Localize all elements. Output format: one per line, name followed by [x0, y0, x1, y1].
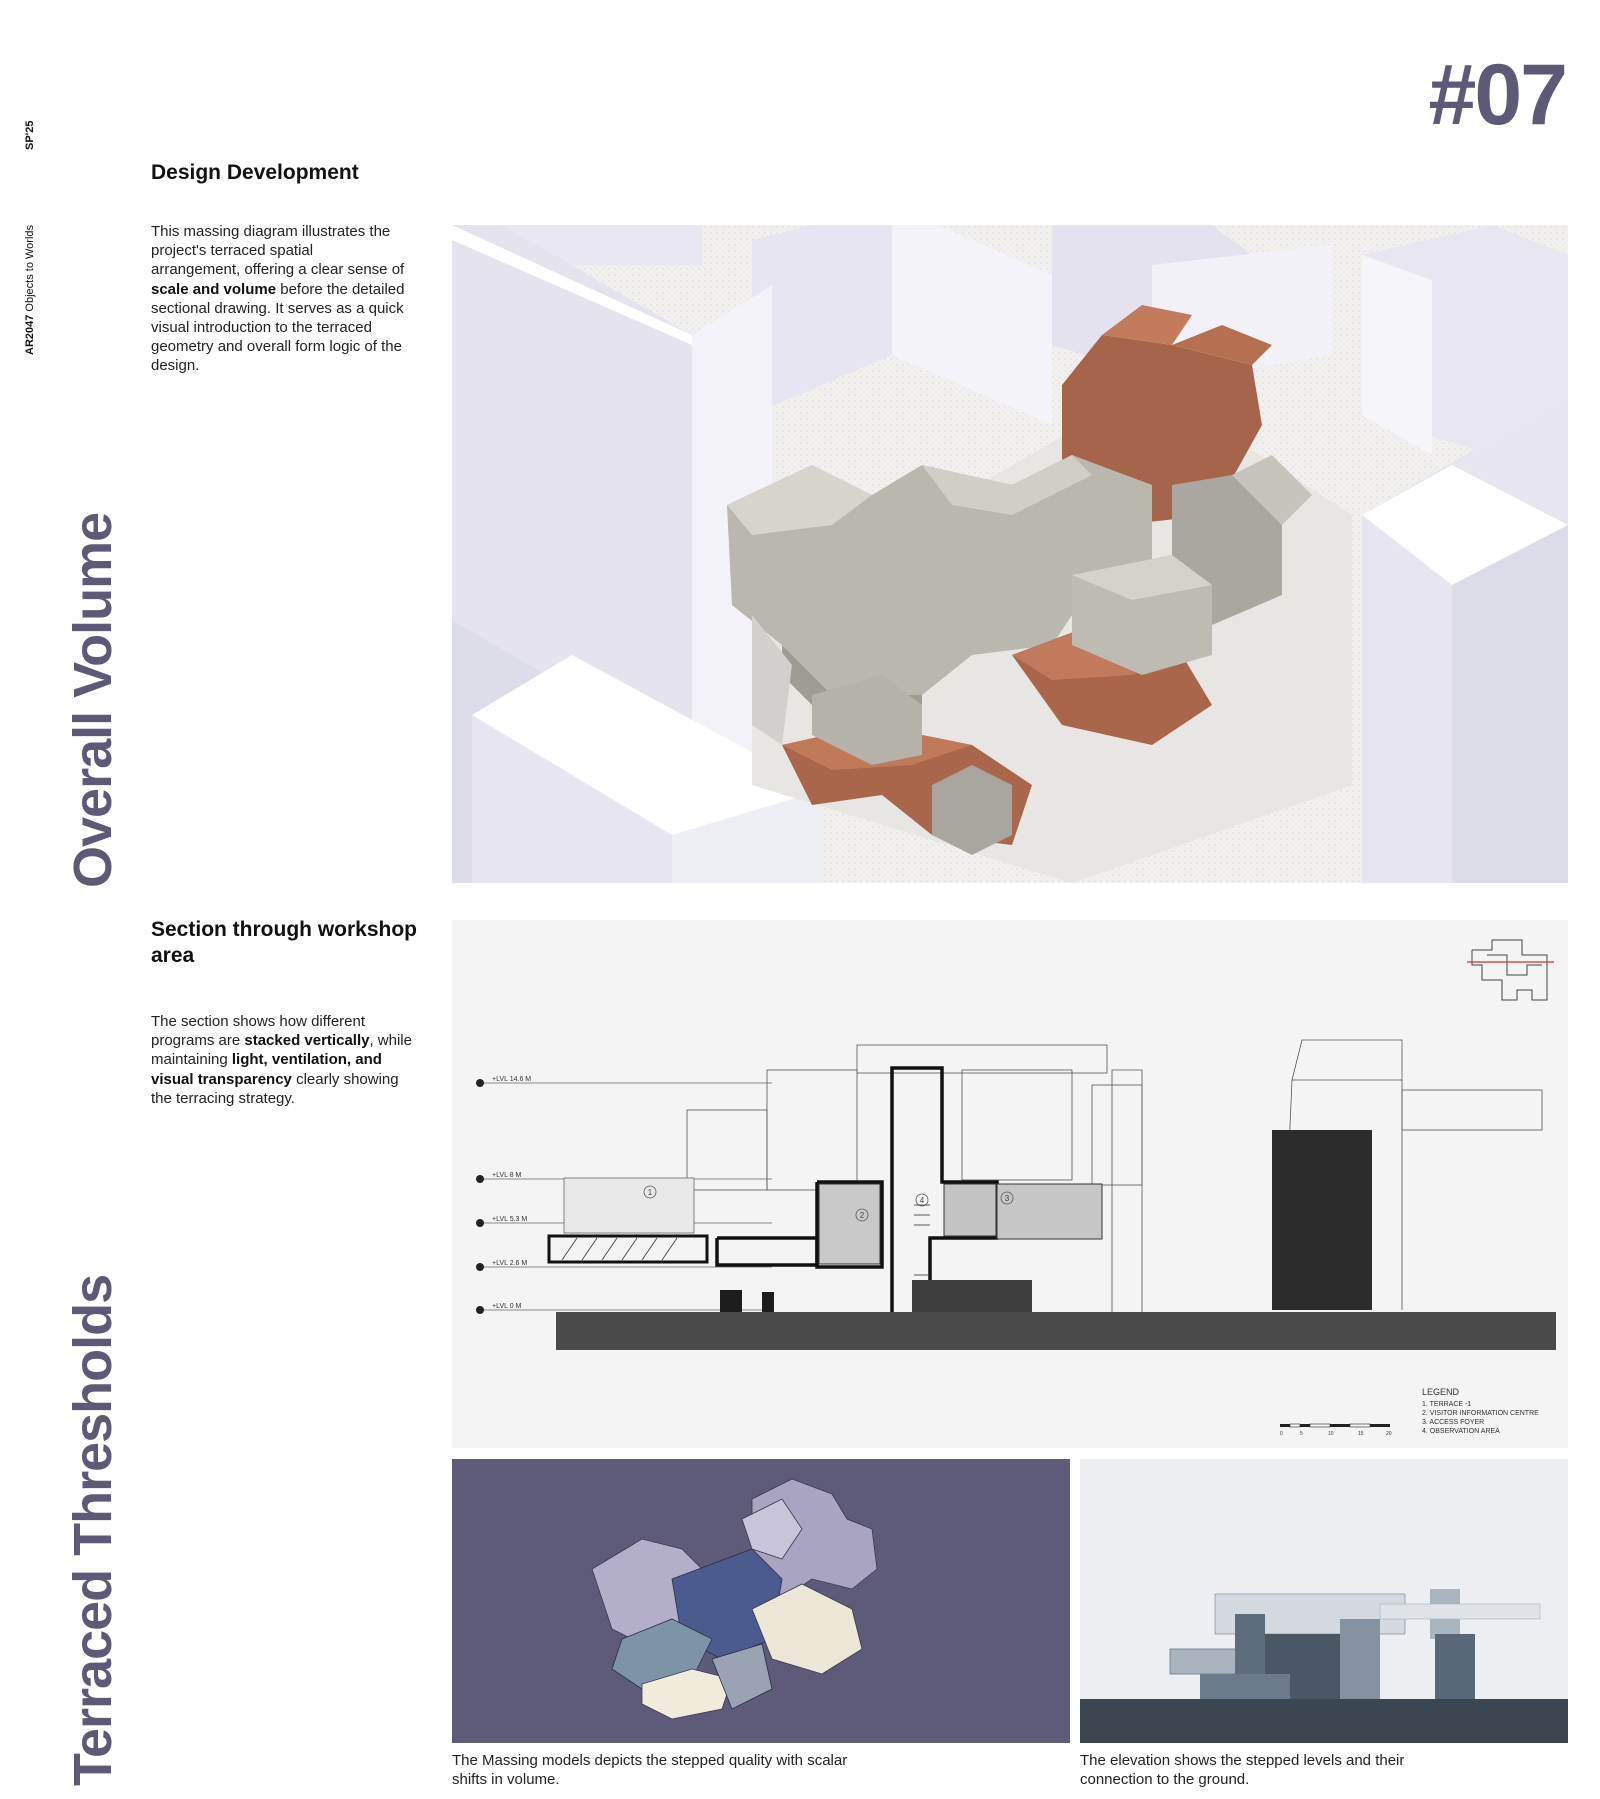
course-label	[24, 225, 36, 355]
section2-body	[151, 1012, 413, 1108]
section2-heading: Section through workshop area	[151, 918, 417, 968]
legend-item-1: 1. TERRACE -1	[1422, 1401, 1472, 1408]
term-label: SP'25	[24, 120, 36, 150]
emphasis-text: scale and volume	[151, 280, 277, 298]
vertical-title-terraced-thresholds: Terraced Thresholds	[63, 1274, 123, 1786]
elevation-image	[1080, 1459, 1568, 1743]
emphasis-text: light, ventilation, and visual transparency	[151, 1051, 382, 1088]
scale-tick-2: 10	[1328, 1431, 1334, 1437]
legend-item-4: 4. OBSERVATION AREA	[1422, 1428, 1500, 1435]
scale-bar	[1280, 1424, 1392, 1437]
vertical-title-overall-volume: Overall Volume	[63, 512, 123, 888]
section-drawing	[452, 920, 1568, 1448]
body-text-run: The section shows how different programs are	[151, 1013, 366, 1050]
body-text-run: before the detailed sectional drawing. It serves as a quick visual introduction to the terraced geometry and overall form logic of the design.	[151, 280, 405, 375]
legend-item-2: 2. VISITOR INFORMATION CENTRE	[1422, 1410, 1539, 1417]
scale-tick-4: 20	[1386, 1431, 1392, 1437]
massing-model-drawing	[452, 1459, 1070, 1743]
massing-caption: The Massing models depicts the stepped quality with scalar shifts in volume.	[452, 1752, 848, 1788]
legend-item-3: 3. ACCESS FOYER	[1422, 1419, 1485, 1426]
body-text-run: , while maintaining	[151, 1032, 412, 1069]
level-label-3: +LVL 5.3 M	[492, 1216, 528, 1223]
elevation-caption: The elevation shows the stepped levels and their connection to the ground.	[1080, 1752, 1405, 1788]
level-label-4: +LVL 2.6 M	[492, 1260, 528, 1267]
section1-heading: Design Development	[151, 161, 359, 184]
elevation-drawing	[1080, 1459, 1568, 1743]
body-text-run: This massing diagram illustrates the project's terraced spatial arrangement, offering a clear sense of	[151, 223, 405, 279]
scale-tick-3: 15	[1358, 1431, 1364, 1437]
massing-render-drawing	[452, 225, 1568, 883]
room-tag-4: 4	[919, 1196, 925, 1205]
page-number: #07	[1428, 47, 1566, 143]
body-text-run: clearly showing the terracing strategy.	[151, 1070, 399, 1107]
course-code: AR2047	[24, 314, 36, 355]
emphasis-text: stacked vertically	[244, 1032, 370, 1050]
key-plan	[1467, 940, 1554, 1000]
room-tag-3: 3	[1004, 1194, 1010, 1203]
level-label-1: +LVL 14.6 M	[492, 1076, 532, 1083]
scale-tick-1: 5	[1300, 1431, 1303, 1437]
section-drawing-svg	[452, 920, 1568, 1448]
course-name: Objects to Worlds	[24, 224, 36, 312]
room-tag-1: 1	[647, 1188, 653, 1197]
massing-render	[452, 225, 1568, 883]
section1-body	[151, 222, 406, 376]
legend-title: LEGEND	[1422, 1387, 1460, 1397]
level-label-5: +LVL 0 M	[492, 1303, 522, 1310]
massing-model-image	[452, 1459, 1070, 1743]
level-label-2: +LVL 8 M	[492, 1172, 522, 1179]
room-tag-2: 2	[859, 1211, 865, 1220]
scale-tick-0: 0	[1280, 1431, 1283, 1437]
